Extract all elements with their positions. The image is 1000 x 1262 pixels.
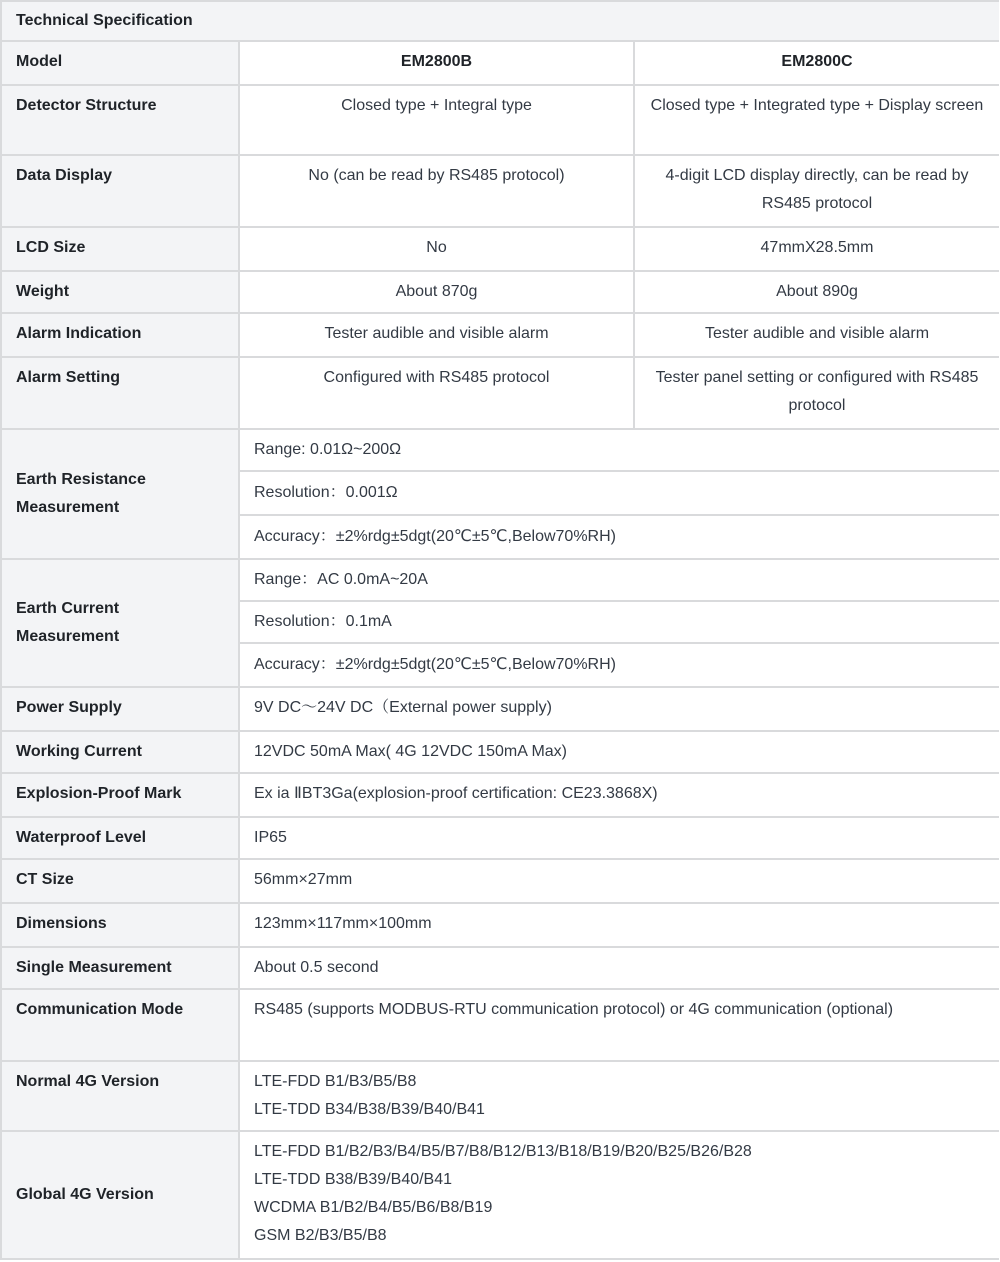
band-line: WCDMA B1/B2/B4/B5/B6/B8/B19 <box>254 1199 493 1216</box>
earth-current-resolution: Resolution：0.1mA <box>239 601 999 643</box>
row-label: Explosion-Proof Mark <box>1 773 239 817</box>
row-label: Communication Mode <box>1 989 239 1061</box>
table-row-earth-resistance-range <box>1 429 999 471</box>
table-row-communication-mode <box>1 989 999 1061</box>
row-label: Data Display <box>1 155 239 227</box>
row-label: Normal 4G Version <box>1 1061 239 1131</box>
cell-em2800b: Closed type + Integral type <box>239 85 634 155</box>
table-row-ct-size <box>1 859 999 903</box>
cell-em2800c: Tester panel setting or configured with RS485 protocol <box>634 357 999 429</box>
table-row-lcd-size <box>1 227 999 271</box>
row-label: Single Measurement <box>1 947 239 989</box>
table-row-working-current <box>1 731 999 773</box>
row-value: 9V DC～24V DC（External power supply) <box>239 687 999 731</box>
band-line: LTE-TDD B38/B39/B40/B41 <box>254 1171 453 1188</box>
earth-resistance-resolution: Resolution：0.001Ω <box>239 471 999 515</box>
band-line: LTE-FDD B1/B3/B5/B8 <box>254 1073 417 1090</box>
table-row-explosion-proof-mark <box>1 773 999 817</box>
row-label: Power Supply <box>1 687 239 731</box>
model-em2800b: EM2800B <box>239 41 634 85</box>
table-row-weight <box>1 271 999 313</box>
table-row-global-4g-version <box>1 1131 999 1259</box>
cell-em2800b: Configured with RS485 protocol <box>239 357 634 429</box>
row-label: Waterproof Level <box>1 817 239 859</box>
cell-em2800c: 47mmX28.5mm <box>634 227 999 271</box>
table-row-data-display <box>1 155 999 227</box>
model-em2800c: EM2800C <box>634 41 999 85</box>
row-label: CT Size <box>1 859 239 903</box>
table-row-normal-4g-version <box>1 1061 999 1131</box>
table-row-alarm-indication <box>1 313 999 357</box>
earth-current-range: Range：AC 0.0mA~20A <box>239 559 999 601</box>
table-title-row <box>1 1 999 41</box>
row-label: Dimensions <box>1 903 239 947</box>
row-value: About 0.5 second <box>239 947 999 989</box>
table-row-model <box>1 41 999 85</box>
cell-em2800c: About 890g <box>634 271 999 313</box>
band-line: LTE-TDD B34/B38/B39/B40/B41 <box>254 1101 485 1118</box>
row-value: Ex ia ⅡBT3Ga(explosion-proof certification: CE23.3868X) <box>239 773 999 817</box>
cell-em2800c: Tester audible and visible alarm <box>634 313 999 357</box>
row-label: Earth Current Measurement <box>1 559 239 687</box>
cell-em2800b: Tester audible and visible alarm <box>239 313 634 357</box>
cell-em2800b: No <box>239 227 634 271</box>
row-label: Weight <box>1 271 239 313</box>
row-label: Detector Structure <box>1 85 239 155</box>
earth-current-accuracy: Accuracy：±2%rdg±5dgt(20℃±5℃,Below70%RH) <box>239 643 999 687</box>
cell-em2800b: About 870g <box>239 271 634 313</box>
table-row-earth-current-range <box>1 559 999 601</box>
cell-em2800c: 4-digit LCD display directly, can be read by RS485 protocol <box>634 155 999 227</box>
row-label: Alarm Indication <box>1 313 239 357</box>
band-line: LTE-FDD B1/B2/B3/B4/B5/B7/B8/B12/B13/B18/B19/B20/B25/B26/B28 <box>254 1143 752 1160</box>
table-row-dimensions <box>1 903 999 947</box>
earth-resistance-range: Range: 0.01Ω~200Ω <box>239 429 999 471</box>
row-value: IP65 <box>239 817 999 859</box>
row-label: Earth Resistance Measurement <box>1 429 239 559</box>
cell-em2800b: No (can be read by RS485 protocol) <box>239 155 634 227</box>
table-row-power-supply <box>1 687 999 731</box>
normal-4g-bands <box>239 1061 999 1131</box>
table-row-detector-structure <box>1 85 999 155</box>
cell-em2800c: Closed type + Integrated type + Display screen <box>634 85 999 155</box>
row-value: 12VDC 50mA Max( 4G 12VDC 150mA Max) <box>239 731 999 773</box>
row-value: 123mm×117mm×100mm <box>239 903 999 947</box>
table-row-alarm-setting <box>1 357 999 429</box>
table-title: Technical Specification <box>1 1 999 41</box>
row-label: LCD Size <box>1 227 239 271</box>
row-label: Working Current <box>1 731 239 773</box>
row-value: RS485 (supports MODBUS-RTU communication protocol) or 4G communication (optional) <box>239 989 999 1061</box>
row-label: Alarm Setting <box>1 357 239 429</box>
row-label: Global 4G Version <box>1 1131 239 1259</box>
global-4g-bands <box>239 1131 999 1259</box>
row-value: 56mm×27mm <box>239 859 999 903</box>
row-label: Model <box>1 41 239 85</box>
table-row-waterproof-level <box>1 817 999 859</box>
earth-resistance-accuracy: Accuracy：±2%rdg±5dgt(20℃±5℃,Below70%RH) <box>239 515 999 559</box>
table-row-single-measurement <box>1 947 999 989</box>
band-line: GSM B2/B3/B5/B8 <box>254 1227 387 1244</box>
